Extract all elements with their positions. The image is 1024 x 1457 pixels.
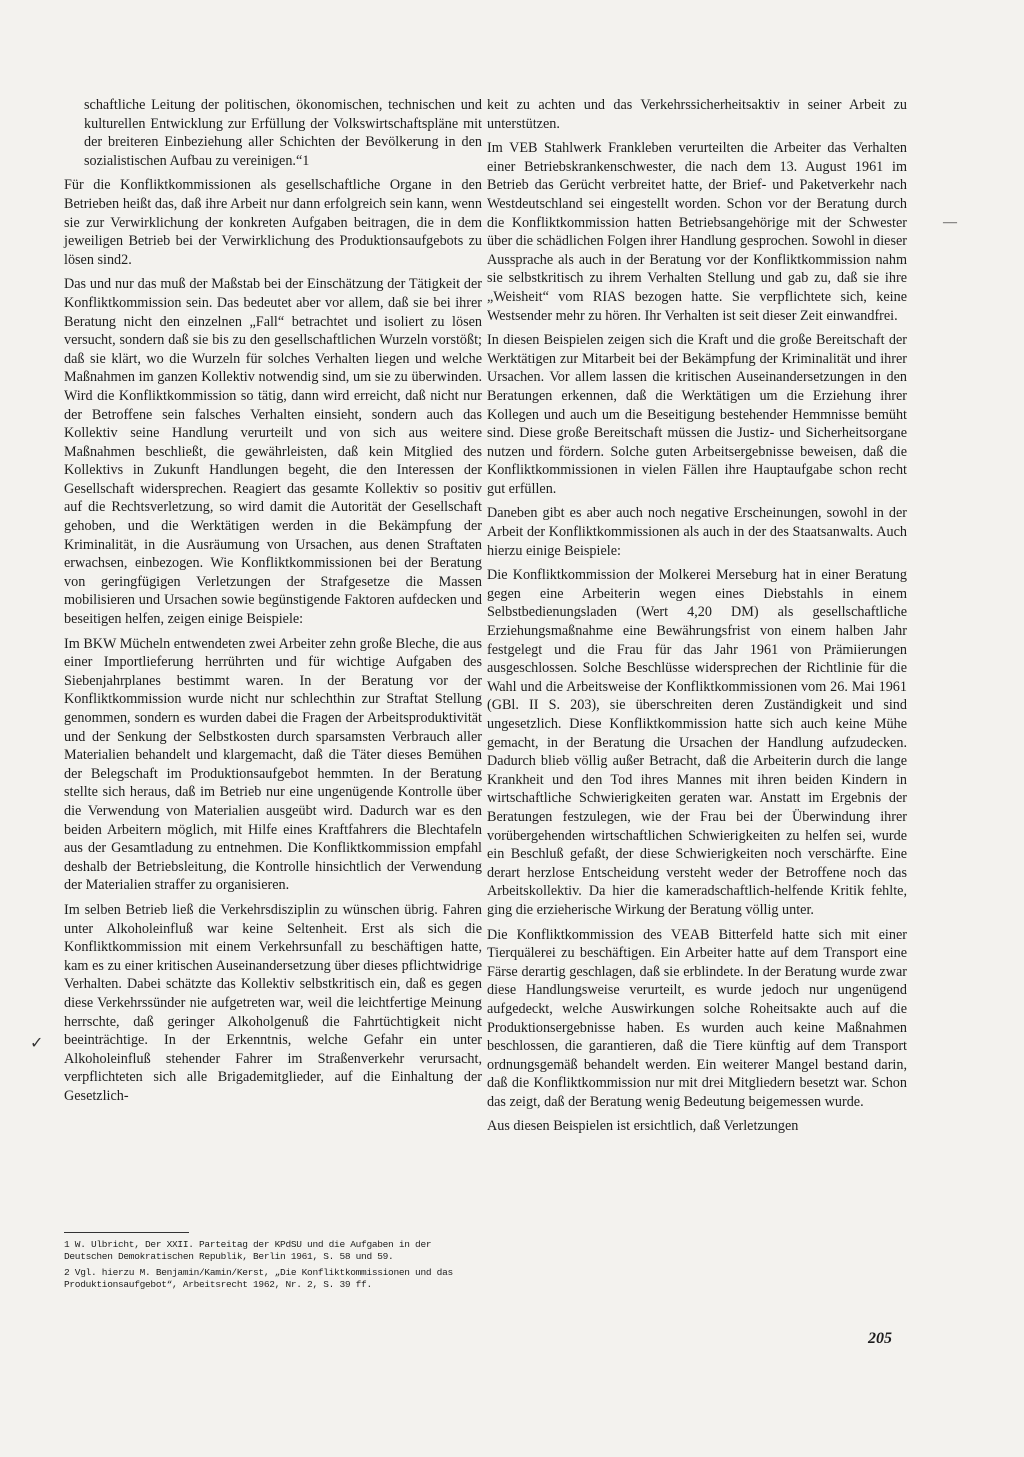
margin-dash-mark: — — [943, 215, 957, 230]
footnote: 1 W. Ulbricht, Der XXII. Parteitag der KPdSU und die Aufgaben in der Deutschen Demokratischen Republik, Berlin 1961, S. 58 und 59. — [64, 1239, 432, 1263]
paragraph: Aus diesen Beispielen ist ersichtlich, daß Verletzungen — [487, 1118, 799, 1135]
paragraph: Das und nur das muß der Maßstab bei der Einschätzung der Tätigkeit der Konfliktkommission sein. Das bedeutet aber vor allem, daß sie bei ihrer Beratung nicht den einzelnen „Fall“ betrachtet und isoliert zu lösen versucht, sondern daß sie bis zu den gesellschaftlichen Wurzeln vorstößt; daß sie klärt, wo die Wurzeln für solches Verhalten liegen und welche Maßnahmen im ganzen Kollektiv notwendig sind, um sie zu überwinden. Wird die Konfliktkommission so tätig, dann wird erreicht, daß nicht nur der Betroffene sein falsches Verhalten einsieht, sondern auch das Kollektiv seine Handlung verurteilt und von sich aus weitere Maßnahmen beschließt, die gewährleisten, daß kein Mitglied des Kollektivs in Zukunft Handlungen begeht, die den Interessen der Gesellschaft widersprechen. Reagiert das gesamte Kollektiv so positiv auf die Rechtsverletzung, so wird damit die Autorität der Gesellschaft gehoben, und die Werktätigen werden in die Bekämpfung der Kriminalität, in die Ausräumung von Ursachen, aus denen Straftaten erwachsen, einbezogen. Wie Konfliktkommissionen bei der Beratung von geringfügigen Verletzungen der Strafgesetze die Massen mobilisieren und Ursachen sowie begünstigende Faktoren aufdecken und beseitigen helfen, zeigen einige Beispiele: — [64, 276, 482, 628]
paragraph: Im selben Betrieb ließ die Verkehrsdisziplin zu wünschen übrig. Fahren unter Alkoholeinfluß war keine Seltenheit. Erst als sich die Konfliktkommission mit einem Verkehrsunfall zu beschäftigen hatte, kam es zu einer kritischen Auseinandersetzung über dieses pflichtwidrige Verhalten. Dabei schätzte das Kollektiv selbstkritisch ein, daß es gegen diese Verkehrssünder nie aufgetreten war, weil die leichtfertige Meinung herrschte, daß geringer Alkoholgenuß die Fahrtüchtigkeit nicht beeinträchtige. In der Erkenntnis, welche Gefahr ein unter Alkoholeinfluß stehender Fahrer im Straßenverkehr verursacht, verpflichteten sich alle Brigademitglieder, auf die Einhaltung der Gesetzlich- — [64, 901, 482, 1104]
page-number: 205 — [868, 1330, 892, 1347]
paragraph: Im BKW Mücheln entwendeten zwei Arbeiter zehn große Bleche, die aus einer Importlieferung herrührten und für wichtige Aufgaben des Siebenjahrplanes bestimmt waren. In der Beratung vor der Konfliktkommission wurde nicht nur schlechthin zur Straftat Stellung genommen, sondern es wurden dabei die Fragen der Arbeitsproduktivität und der Senkung der Selbstkosten durch sparsamsten Verbrauch aller Materialien behandelt und klargemacht, daß die Täter dieses Bemühen der Belegschaft im Produktionsaufgebot hemmten. In der Beratung stellte sich heraus, daß im Betrieb nur eine ungenügende Kontrolle über die Verwendung von Materialien ausgeübt wird. Dadurch war es den beiden Arbeitern möglich, mit Hilfe eines Kraftfahrers die Blechtafeln aus der Gesamtladung zu entnehmen. Die Konfliktkommission empfahl deshalb der Betriebsleitung, die Kontrolle hinsichtlich der Verwendung der Materialien straffer zu organisieren. — [64, 635, 482, 894]
footnote: 2 Vgl. hierzu M. Benjamin/Kamin/Kerst, „Die Konfliktkommissionen und das Produktionsaufgebot“, Arbeitsrecht 1962, Nr. 2, S. 39 ff. — [64, 1266, 453, 1291]
footnote-divider — [64, 1232, 189, 1233]
paragraph: Die Konfliktkommission der Molkerei Merseburg hat in einer Beratung gegen eine Arbeiterin wegen eines Diebstahls in einem Selbstbedienungsladen (Wert 4,20 DM) als gesellschaftliche Erziehungsmaßnahme eine Bewährungsfrist von einem halben Jahr festgelegt und die Frau für das Jahr 1961 von Prämiierungen ausgeschlossen. Solche Beschlüsse widersprechen der Richtlinie für die Wahl und die Arbeitsweise der Konfliktkommissionen vom 26. Mai 1961 (GBl. II S. 203), sie überschreiten deren Zuständigkeit und sind ungesetzlich. Diese Konfliktkommission hatte sich auch keine Mühe gemacht, in der Beratung die Ursachen der Handlung aufzudecken. Dadurch blieb völlig außer Betracht, daß die Arbeiterin durch die lange Krankheit und den Tod ihres Mannes mit ihren beiden Kindern in wirtschaftliche Schwierigkeiten geraten war. Anstatt im Ergebnis der Beratungen festzulegen, wie der Frau bei der Überwindung ihrer vorübergehenden wirtschaftlichen Schwierigkeiten zu helfen sei, wurde ein Beschluß gefaßt, der diese Schwierigkeiten noch verschärfte. Eine derart herzlose Entscheidung versteht weder der Betroffene noch das Arbeitskollektiv. Da hier die kameradschaftlich-helfende Kritik fehlte, ging die erzieherische Wirkung der Beratung völlig unter. — [487, 567, 907, 918]
margin-check-mark: ✓ — [30, 1035, 44, 1052]
paragraph: Für die Konfliktkommissionen als gesellschaftliche Organe in den Betrieben heißt das, daß ihre Arbeit nur dann erfolgreich sein kann, wenn sie zur Verwirklichung der konkreten Aufgaben beitragen, die in dem jeweiligen Betrieb bei der Verwirklichung des Produktionsaufgebots zu lösen sind2. — [64, 177, 482, 268]
left-column — [64, 96, 482, 1111]
quote-paragraph: schaftliche Leitung der politischen, ökonomischen, technischen und kulturellen Entwicklung zur Erfüllung der Volkswirtschaftspläne mit der breiteren Einbeziehung aller Schichten der Bevölkerung in den sozialistischen Aufbau zu vereinigen.“1 — [84, 97, 482, 169]
footnotes — [64, 1232, 482, 1295]
paragraph: keit zu achten und das Verkehrssicherheitsaktiv in seiner Arbeit zu unterstützen. — [487, 97, 907, 132]
paragraph: Daneben gibt es aber auch noch negative Erscheinungen, sowohl in der Arbeit der Konfliktkommissionen als auch in der des Staatsanwalts. Auch hierzu einige Beispiele: — [487, 505, 907, 559]
paragraph: Im VEB Stahlwerk Frankleben verurteilten die Arbeiter das Verhalten einer Betriebskrankenschwester, die nach dem 13. August 1961 im Betrieb das Gerücht verbreitet hatte, der Brief- und Paketverkehr nach Westdeutschland sei eingestellt worden. Schon vor der Beratung durch die Konfliktkommission hatten Betriebsangehörige mit der Schwester über die schädlichen Folgen ihrer Handlung gesprochen. Sowohl in dieser Aussprache als auch in der Beratung vor der Konfliktkommission nahm sie selbstkritisch zu ihrem Verhalten Stellung und gab zu, daß sie ihre „Weisheit“ vom RIAS bezogen hatte. Sie verpflichtete sich, keine Westsender mehr zu hören. Ihr Verhalten ist seit dieser Zeit einwandfrei. — [487, 140, 907, 324]
paragraph: In diesen Beispielen zeigen sich die Kraft und die große Bereitschaft der Werktätigen zur Mitarbeit bei der Bekämpfung der Kriminalität und ihrer Ursachen. Vor allem lassen die kritischen Auseinandersetzungen in den Beratungen erkennen, daß die Werktätigen um die Erziehung ihrer Kollegen und auch um die Beseitigung bestehender Hemmnisse bemüht sind. Diese große Bereitschaft müssen die Justiz- und Sicherheitsorgane nutzen und fördern. Solche guten Arbeitsergebnisse beweisen, daß die Konfliktkommissionen in vielen Fällen ihre Hauptaufgabe schon recht gut erfüllen. — [487, 332, 907, 497]
paragraph: Die Konfliktkommission des VEAB Bitterfeld hatte sich mit einer Tierquälerei zu beschäftigen. Ein Arbeiter hatte auf dem Transport eine Färse derartig geschlagen, daß sie erblindete. In der Beratung wurde zwar diese Handlungsweise verurteilt, es wurde jedoch nur ungenügend aufgedeckt, welche Auswirkungen solche Roheitsakte auch auf die Produktionsergebnisse haben. Es wurden auch keine Maßnahmen beschlossen, die garantieren, daß die Tiere künftig auf dem Transport ordnungsgemäß behandelt werden. Ein weiterer Mangel bestand darin, daß die Konfliktkommission nur mit drei Mitgliedern besetzt war. Schon das zeigt, daß der Beratung wenig Bedeutung beigemessen wurde. — [487, 926, 907, 1110]
right-column — [487, 96, 907, 1142]
